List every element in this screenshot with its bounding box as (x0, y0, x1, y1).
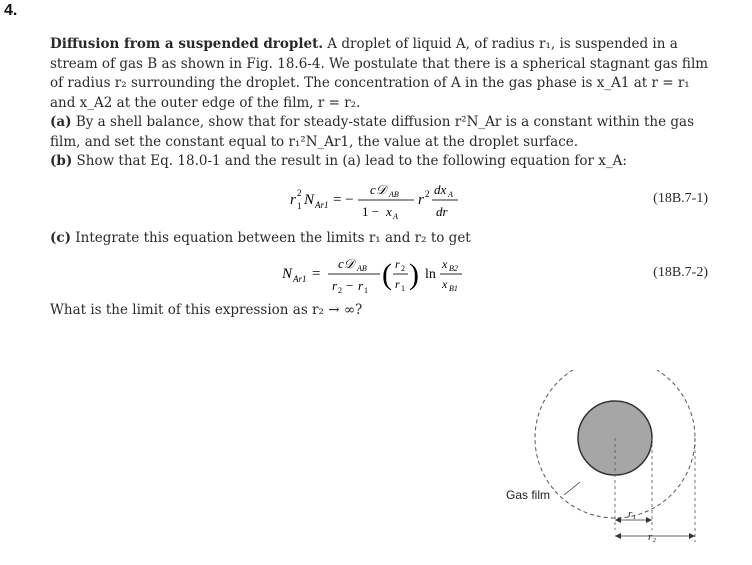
intro-text: A droplet of liquid A, of radius r₁, is suspended in a stream of gas B as shown in Fig. 18.6-4. We postulate that there is a spherical stagnant gas film of radius r₂ surrounding the droplet. The concentration of A in the gas phase is x_A1 at r = r₁ and x_A2 at the outer edge of the film, r = r₂. (50, 36, 709, 111)
svg-text:x: x (386, 204, 392, 219)
svg-text:=: = (312, 266, 321, 282)
svg-text:A: A (448, 190, 453, 199)
svg-text:B2: B2 (449, 264, 458, 273)
problem-number: 4. (4, 2, 18, 19)
part-b (50, 152, 712, 172)
svg-text:x: x (442, 277, 448, 291)
svg-text:2: 2 (338, 286, 342, 295)
svg-text:AB: AB (389, 190, 399, 199)
svg-text:1: 1 (401, 284, 405, 293)
svg-text:Ar1: Ar1 (315, 200, 329, 210)
svg-text:dx: dx (434, 182, 447, 197)
svg-text:2: 2 (401, 264, 405, 273)
part-a-label: (a) (50, 114, 72, 130)
droplet-figure (470, 370, 710, 560)
part-c-label: (c) (50, 230, 71, 246)
equation-1-label: (18B.7-1) (653, 191, 708, 206)
svg-text:ln: ln (425, 267, 436, 282)
svg-text:r: r (418, 192, 424, 208)
svg-text:r: r (332, 278, 338, 293)
svg-text:1: 1 (297, 201, 302, 211)
part-b-text: Show that Eq. 18.0-1 and the result in (a) lead to the following equation for x_A: (72, 153, 627, 169)
part-c (50, 230, 471, 246)
svg-text:−: − (346, 278, 354, 293)
r1-label: r₁ (628, 508, 637, 520)
equation-2-label: (18B.7-2) (653, 265, 708, 280)
svg-text:Ar1: Ar1 (293, 274, 307, 284)
part-a-text: By a shell balance, show that for steady-state diffusion r²N_Ar is a constant within the gas film, and set the constant equal to r₁²N_Ar1, the value at the droplet surface. (50, 114, 695, 150)
gas-film-pointer (564, 482, 580, 495)
svg-text:(: ( (382, 258, 392, 291)
svg-text:= −: = − (333, 192, 354, 208)
limit-question: What is the limit of this expression as r₂ → ∞? (50, 302, 363, 318)
part-a (50, 113, 712, 152)
part-b-label: (b) (50, 153, 73, 169)
r2-label: r₂ (648, 531, 657, 543)
svg-text:r: r (395, 277, 400, 291)
svg-text:1 −: 1 − (362, 204, 380, 219)
svg-text:x: x (442, 257, 448, 271)
svg-text:2: 2 (297, 188, 302, 198)
problem-title: Diffusion from a suspended droplet. (50, 36, 324, 52)
svg-text:1: 1 (364, 286, 368, 295)
svg-text:N: N (282, 266, 293, 282)
intro-paragraph (50, 35, 712, 113)
part-c-text: Integrate this equation between the limits r₁ and r₂ to get (71, 230, 471, 246)
equation-18b7-2 (282, 250, 482, 298)
svg-text:AB: AB (357, 264, 367, 273)
svg-text:r: r (358, 278, 364, 293)
svg-text:r: r (395, 257, 400, 271)
svg-text:A: A (393, 212, 398, 221)
equation-18b7-1 (290, 176, 470, 224)
svg-text:dr: dr (436, 204, 448, 219)
svg-text:c𝒟: c𝒟 (370, 182, 387, 197)
gas-film-label: Gas film (506, 488, 551, 502)
svg-text:c𝒟: c𝒟 (338, 256, 355, 271)
svg-text:): ) (409, 258, 419, 291)
svg-text:2: 2 (425, 189, 430, 199)
svg-text:N: N (304, 192, 315, 208)
svg-text:B1: B1 (449, 284, 458, 293)
svg-text:r: r (290, 192, 296, 208)
